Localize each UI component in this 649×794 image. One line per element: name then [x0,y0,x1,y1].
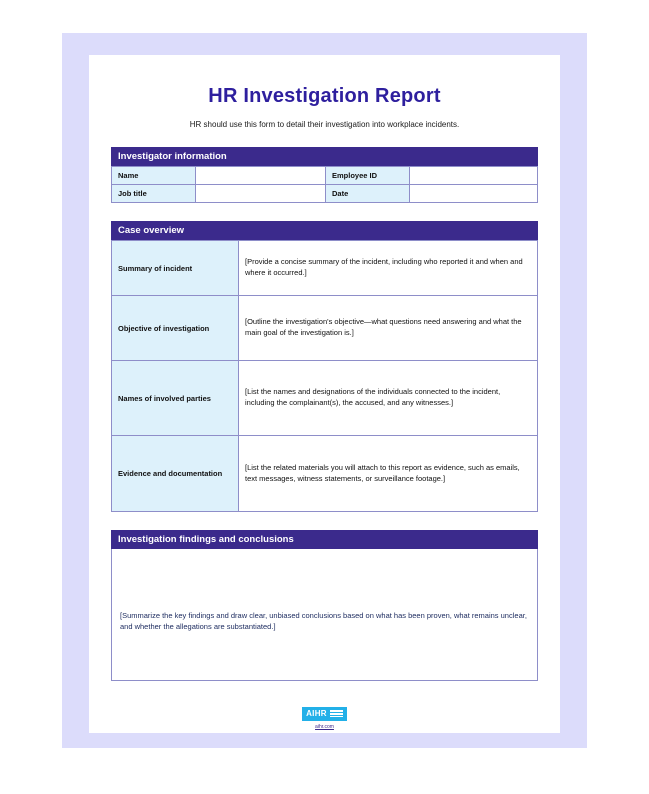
aihr-logo-text: AIHR [306,709,327,718]
page-subtitle: HR should use this form to detail their investigation into workplace incidents. [189,120,460,129]
aihr-logo [302,707,347,721]
field-input-names-of-involved-parties[interactable]: [List the names and designations of the individuals connected to the incident, including the complainant(s), the accused, and any witnesses.] [239,361,538,436]
page-title: HR Investigation Report [208,85,441,107]
field-input-summary-of-incident[interactable]: [Provide a concise summary of the incident, including who reported it and when and where it occurred.] [239,241,538,296]
table-row [112,436,538,512]
table-row [112,361,538,436]
field-label-employee-id: Employee ID [326,167,410,185]
footer-link[interactable]: aihr.com [315,724,334,730]
investigator-information-table [111,166,538,203]
field-label-evidence-and-documentation: Evidence and documentation [112,436,239,512]
field-input-objective-of-investigation[interactable]: [Outline the investigation's objective—what questions need answering and what the main goal of the investigation is.] [239,296,538,361]
findings-section [111,530,538,681]
findings-placeholder-text: [Summarize the key findings and draw clear, unbiased conclusions based on what has been proven, what remains unclear, and whether the allegations are substantiated.] [120,611,527,631]
table-row [112,167,538,185]
table-row [112,185,538,203]
case-overview-table [111,240,538,512]
field-label-job-title: Job title [112,185,196,203]
document-sheet [89,55,560,733]
field-input-evidence-and-documentation[interactable]: [List the related materials you will attach to this report as evidence, such as emails, text messages, witness statements, or surveillance footage.] [239,436,538,512]
footer [111,703,538,730]
logo-bars-icon [330,709,343,719]
table-row [112,296,538,361]
case-overview-section [111,221,538,512]
field-label-names-of-involved-parties: Names of involved parties [112,361,239,436]
investigator-information-header: Investigator information [111,147,538,166]
field-input-name[interactable] [196,167,326,185]
field-label-name: Name [112,167,196,185]
findings-input[interactable] [111,549,538,681]
field-label-objective-of-investigation: Objective of investigation [112,296,239,361]
field-label-date: Date [326,185,410,203]
field-input-date[interactable] [410,185,538,203]
field-label-summary-of-incident: Summary of incident [112,241,239,296]
table-row [112,241,538,296]
case-overview-header: Case overview [111,221,538,240]
field-input-job-title[interactable] [196,185,326,203]
findings-header: Investigation findings and conclusions [111,530,538,549]
field-input-employee-id[interactable] [410,167,538,185]
investigator-information-section [111,147,538,203]
